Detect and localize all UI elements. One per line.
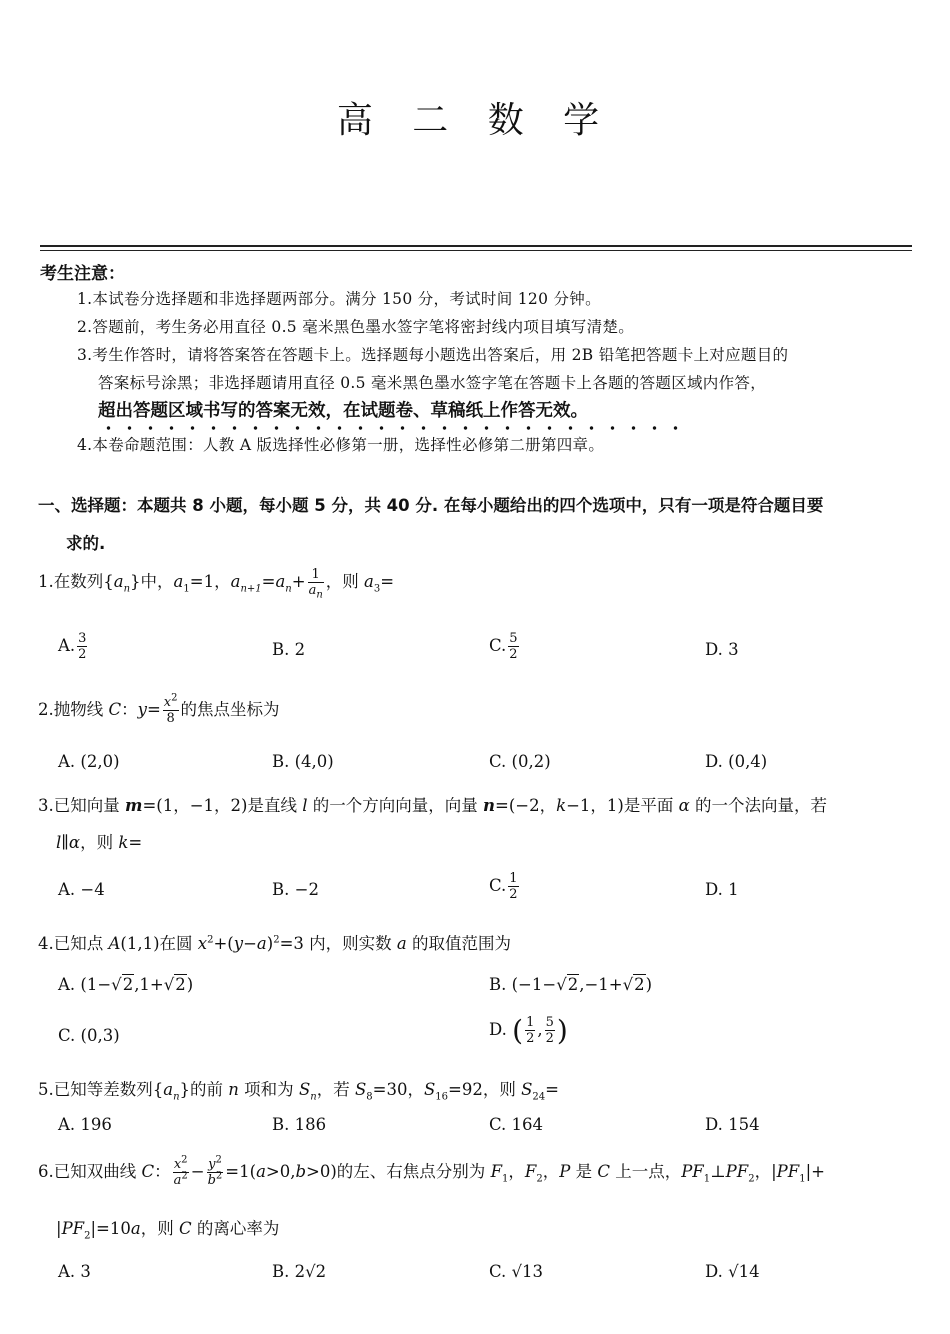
q2-option-a: A. (2,0)	[58, 752, 120, 771]
notice-heading: 考生注意：	[40, 264, 125, 284]
page-title: 高 二 数 学	[336, 100, 614, 141]
q5-option-a: A. 196	[58, 1115, 112, 1134]
question-3-stem-line-2: l∥α，则 k=	[56, 833, 143, 852]
fraction: $\frac{1}{a_n}$	[308, 567, 323, 601]
q3-option-b: B. −2	[272, 880, 319, 899]
q2-option-c: C. (0,2)	[489, 752, 551, 771]
section-1-heading: 一、选择题：本题共 8 小题，每小题 5 分，共 40 分. 在每小题给出的四个选项中，只有一项是符合题目要	[38, 496, 824, 515]
q3-option-a: A. −4	[58, 880, 105, 899]
question-5-stem: 5.已知等差数列$\{a_n\}$的前 n 项和为 $S_n$，若 $S_8=30$，$S_{16}=92$，则 $S_{24}=$	[38, 1080, 559, 1103]
question-3-stem-line-1: 3.已知向量 m=(1，−1，2)是直线 l 的一个方向向量，向量 n=(−2，k−1，1)是平面 α 的一个法向量，若	[38, 796, 828, 815]
q6-option-c: C. √13	[489, 1262, 544, 1281]
q1-option-b: B. 2	[272, 640, 306, 659]
question-4-stem: 4.已知点 A(1,1)在圆 $x^2+(y-a)^2=3$ 内，则实数 a 的取值范围为	[38, 934, 511, 953]
question-6-stem-line-1: 6.已知双曲线 C： $\frac{x^2}{a^2}$ − $\frac{y^2}{b^2}$ =1(a>0,b>0)的左、右焦点分别为 $F_1$，$F_2$，P 是 C 上一点，$PF_1\perp PF_2$，$|PF_1|+$	[38, 1154, 825, 1188]
section-1-heading-cont: 求的.	[66, 534, 106, 553]
q4-option-b: B. (−1−√2,−1+√2)	[489, 975, 653, 994]
notice-item-4: 4.本卷命题范围：人教 A 版选择性必修第一册，选择性必修第二册第四章。	[77, 436, 605, 454]
q4-option-d: D. ( $\frac{1}{2}$ , $\frac{5}{2}$ )	[489, 1014, 568, 1047]
q1-option-c: C. $\frac{5}{2}$	[489, 631, 518, 662]
q6-option-a: A. 3	[58, 1262, 91, 1281]
notice-item-3-emphasis: 超出答题区域书写的答案无效，在试题卷、草稿纸上作答无效。	[98, 401, 588, 421]
q4-option-a: A. (1−√2,1+√2)	[58, 975, 194, 994]
notice-item-3-line-1: 3.考生作答时，请将答案答在答题卡上。选择题每小题选出答案后，用 2B 铅笔把答题卡上对应题目的	[77, 346, 789, 364]
notice-item-1: 1.本试卷分选择题和非选择题两部分。满分 150 分，考试时间 120 分钟。	[77, 290, 601, 308]
q2-option-b: B. (4,0)	[272, 752, 334, 771]
q6-options-clipped	[55, 1262, 915, 1281]
emphasis-dots	[98, 425, 678, 431]
q5-option-b: B. 186	[272, 1115, 327, 1134]
question-6-stem-line-2: $|PF_2|=10a$，则 C 的离心率为	[56, 1219, 280, 1242]
q6-option-b: B. 2√2	[272, 1262, 327, 1281]
q3-option-d: D. 1	[705, 880, 739, 899]
notice-item-3-line-2: 答案标号涂黑；非选择题请用直径 0.5 毫米黑色墨水签字笔在答题卡上各题的答题区域内作答，	[98, 374, 767, 392]
header-divider-thick	[40, 245, 912, 247]
header-divider-thin	[40, 250, 912, 251]
q4-option-c: C. (0,3)	[58, 1026, 120, 1045]
notice-item-2: 2.答题前，考生务必用直径 0.5 毫米黑色墨水签字笔将密封线内项目填写清楚。	[77, 318, 634, 336]
q2-option-d: D. (0,4)	[705, 752, 768, 771]
q1-option-a: A. $\frac{3}{2}$	[58, 631, 87, 662]
q5-option-d: D. 154	[705, 1115, 760, 1134]
question-1-stem: 1.在数列$\{a_n\}$中，$a_1=1$，$a_{n+1}=a_n+$ $\frac{1}{a_n}$ ，则 $a_3=$	[38, 567, 395, 601]
question-2-stem: 2.抛物线 C：y= $\frac{x^2}{8}$ 的焦点坐标为	[38, 692, 280, 726]
q6-option-d: D. √14	[705, 1262, 760, 1281]
q3-option-c: C. $\frac{1}{2}$	[489, 871, 518, 902]
q1-option-d: D. 3	[705, 640, 739, 659]
q5-option-c: C. 164	[489, 1115, 544, 1134]
